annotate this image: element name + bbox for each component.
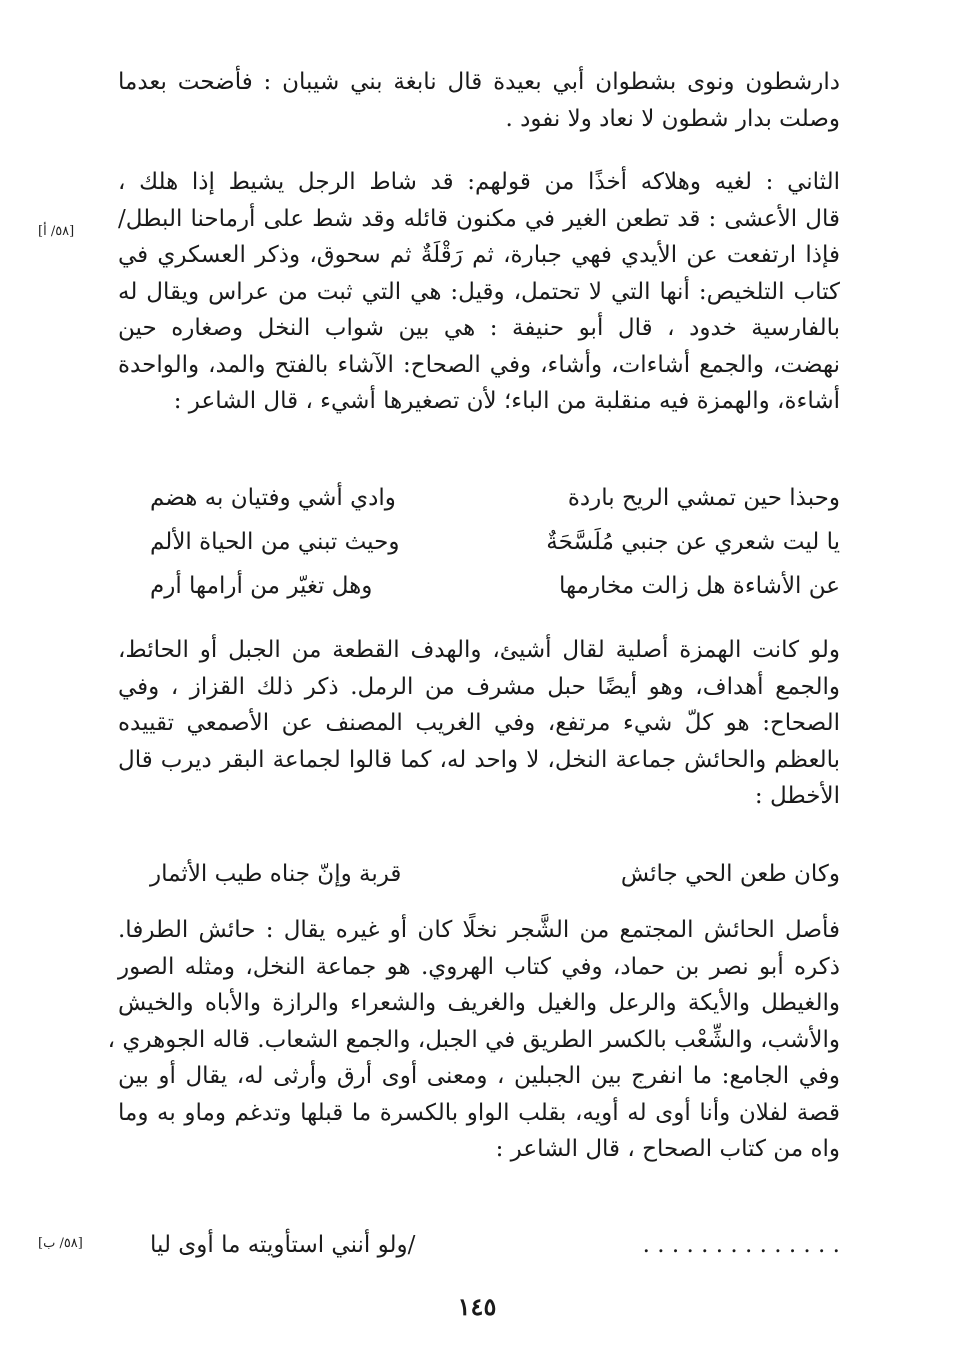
verse-row <box>150 520 840 564</box>
paragraph-4 <box>107 912 840 1168</box>
text-line: قصة لفلان وأنا أوى له أويه، بقلب الواو بالكسرة ما قبلها وتدغم وماو به وما <box>118 1099 840 1126</box>
verse-row <box>150 476 840 520</box>
page-number: ١٤٥ <box>457 1292 497 1321</box>
paragraph-1 <box>118 64 840 137</box>
margin-folio-note: [٥٨/ ب] <box>38 1236 83 1251</box>
verse-second-hemistich: وحيث تبني من الحياة الألم <box>150 529 400 555</box>
margin-folio-note: [٥٨/ أ] <box>38 224 75 239</box>
text-line: بالفارسية خدود ، قال أبو حنيفة : هي بين شواب النخل وصغاره حين <box>118 315 840 341</box>
text-line: كتاب التلخيص: أنها التي لا تحتمل، وقيل: هي التي ثبت من عراس ويقال له <box>118 278 840 305</box>
text-line: قال الأعشى : قد تطعن الغير في مكنون قائله وقد شط على أرماحنا البطل/ <box>118 205 840 232</box>
verse-first-hemistich: وحبذا حين تمشي الريح باردة <box>567 485 840 511</box>
text-line: الأخطل : <box>754 783 840 809</box>
text-line: والغيطل والأيكة والرعل والغيل والغريف والشعراء والرازة والأباه والخيش <box>118 990 840 1016</box>
verse-second-hemistich: /ولو أنني استأويته ما أوى ليا <box>150 1232 416 1258</box>
text-line: فأصل الحائش المجتمع من الشَّجر نخلًا كان أو غيره يقال : حائش الطرفا. <box>118 917 840 943</box>
verse-row <box>150 564 840 608</box>
verse-row <box>150 852 840 896</box>
verse-first-hemistich: يا ليت شعري عن جنبي مُلَسَّحَةٌ <box>546 529 840 555</box>
text-line: والجمع أهداف، وهو أيضًا حبل مشرف من الرمل. ذكر ذلك القزاز ، وفي <box>118 673 840 700</box>
ellipsis-dots: . . . . . . . . . . . . . . <box>642 1232 840 1258</box>
text-line: وفي الجامع: ما انفرج بين الجبلين ، ومعنى أوى أرق وأرثى له، يقال أو بين <box>118 1063 840 1089</box>
verse-first-hemistich: وكان طعن الحي جائش <box>620 861 840 887</box>
verse-first-hemistich: عن الأشاءة هل زالت مخارمها <box>559 573 840 599</box>
poem-verses-2 <box>150 852 840 896</box>
text-line: ولو كانت الهمزة أصلية لقال أشيئ، والهدف القطعة من الجبل أو الحائط، <box>118 637 840 663</box>
text-line: الثاني : لغيه وهلاكه أخذًا من قولهم: قد شاط الرجل يشيط إذا هلك ، <box>118 169 840 195</box>
text-line: وصلت بدار شطون لا نعاد ولا نفود . <box>505 105 840 132</box>
verse-second-hemistich: قربة وإنّ جناه طيب الأثمار <box>150 861 402 887</box>
verse-second-hemistich: وادي أشي وفتيان به هضم <box>150 485 396 511</box>
paragraph-2 <box>118 164 840 420</box>
text-line: بالعظم والحائش جماعة النخل، لا واحد له، كما قالوا لجماعة البقر ديرب قال <box>118 746 840 773</box>
text-line: نهضت، والجمع أشاءات، وأشاء، وفي الصحاح: الآشاء بالفتح والمد، والواحدة <box>118 351 840 378</box>
text-line: أشاءة، والهمزة فيه منقلبة من الباء؛ لأن تصغيرها أشيء ، قال الشاعر : <box>173 388 840 414</box>
text-line: فإذا ارتفعت عن الأيدي فهي جبارة، ثم رَقْلَةٌ ثم سحوق، وذكر العسكري في <box>118 242 840 268</box>
verse-second-hemistich: وهل تغيّر من أرامها أرم <box>150 573 373 599</box>
text-line: ذكره أبو نصر بن حماد، وفي كتاب الهروي. هو جماعة النخل، ومثله الصور <box>118 953 840 980</box>
final-verse <box>150 1232 840 1258</box>
text-line: واه من كتاب الصحاح ، قال الشاعر : <box>495 1136 840 1162</box>
text-line: دارشطون ونوى بشطوان أبي بعيدة قال نابغة بني شيبان : فأضحت بعدما <box>118 69 840 95</box>
text-line: الصحاح: هو كلّ شيء مرتفع، وفي الغريب المصنف عن الأصمعي تقييده <box>118 710 840 736</box>
poem-verses-1 <box>150 476 840 608</box>
paragraph-3 <box>118 632 840 815</box>
text-line: والأشب، والشِّعْب بالكسر الطريق في الجبل، والجمع الشعاب. قاله الجوهري ، <box>107 1026 840 1053</box>
